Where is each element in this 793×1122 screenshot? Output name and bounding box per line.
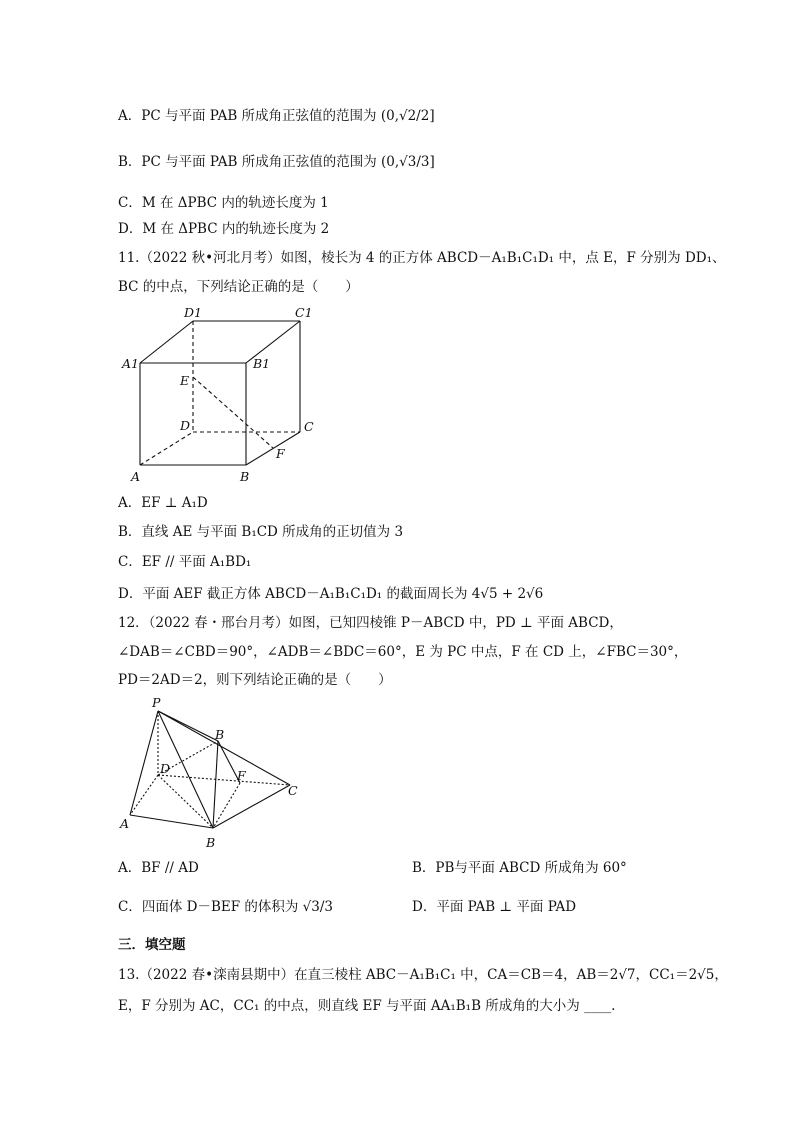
q12-pyramid-figure <box>118 695 318 855</box>
q12-label-a: A <box>120 816 130 831</box>
q11-label-d1: D1 <box>184 305 202 320</box>
q13-stem2-text: E，F 分别为 AC，CC₁ 的中点，则直线 EF 与平面 AA₁B₁B 所成角的大小为 ____. <box>118 998 616 1014</box>
section-title-fill-in <box>118 935 186 955</box>
q12-label-b-top: B <box>215 727 225 742</box>
q10-option-a <box>118 106 435 126</box>
q12-label-p: P <box>152 695 161 710</box>
q11-stem-line1 <box>118 248 726 268</box>
q12-stem3-text: PD＝2AD＝2，则下列结论正确的是（ ） <box>118 672 392 688</box>
q10-option-b <box>118 152 435 172</box>
q12-option-c-text: C．四面体 D－BEF 的体积为 √3/3 <box>118 899 333 915</box>
q11-stem1-text: 11.（2022 秋•河北月考）如图，棱长为 4 的正方体 ABCD－A₁B₁C₁D₁ 中，点 E，F 分别为 DD₁、 <box>118 250 726 266</box>
q11-option-c <box>118 552 251 572</box>
q10-option-c-text: C．M 在 ΔPBC 内的轨迹长度为 1 <box>118 195 329 211</box>
q12-option-d <box>412 897 576 917</box>
q11-label-b1: B1 <box>253 356 271 371</box>
q10-option-d <box>118 219 329 239</box>
q12-stem-line1 <box>118 613 623 633</box>
q12-option-b <box>412 858 627 878</box>
section-title-text: 三．填空题 <box>118 937 186 953</box>
q11-option-a <box>118 493 208 513</box>
q10-option-a-text: A．PC 与平面 PAB 所成角正弦值的范围为 (0,√2/2] <box>118 108 435 124</box>
q11-option-b <box>118 522 403 542</box>
q11-label-e: E <box>180 373 190 388</box>
q12-option-a-text: A．BF // AD <box>118 860 199 876</box>
q11-stem-line2 <box>118 277 359 297</box>
q11-option-d <box>118 584 543 604</box>
q11-stem2-text: BC 的中点，下列结论正确的是（ ） <box>118 279 359 295</box>
q11-label-b: B <box>240 469 250 484</box>
q11-option-b-text: B．直线 AE 与平面 B₁CD 所成角的正切值为 3 <box>118 524 404 540</box>
q12-stem1-text: 12．（2022 春・邢台月考）如图，已知四棱锥 P－ABCD 中，PD ⊥ 平面 ABCD， <box>118 615 623 631</box>
q10-option-b-text: B．PC 与平面 PAB 所成角正弦值的范围为 (0,√3/3] <box>118 154 435 170</box>
q11-option-a-text: A．EF ⊥ A₁D <box>118 495 208 511</box>
q13-stem-line2 <box>118 996 615 1016</box>
q10-option-d-text: D．M 在 ΔPBC 内的轨迹长度为 2 <box>118 221 330 237</box>
q12-option-a <box>118 858 199 878</box>
q12-option-d-text: D．平面 PAB ⊥ 平面 PAD <box>412 899 577 915</box>
q13-stem1-text: 13.（2022 春•滦南县期中）在直三棱柱 ABC－A₁B₁C₁ 中，CA＝CB＝4，AB＝2√7，CC₁＝2√5， <box>118 967 728 983</box>
q11-label-c: C <box>304 419 314 434</box>
q11-label-f: F <box>276 446 285 461</box>
q12-stem-line2 <box>118 642 687 662</box>
q12-stem2-text: ∠DAB＝∠CBD＝90°，∠ADB＝∠BDC＝60°，E 为 PC 中点，F 在 CD 上，∠FBC＝30°， <box>118 644 688 660</box>
q12-option-c <box>118 897 333 917</box>
q12-label-d: D <box>160 761 171 776</box>
q10-option-c <box>118 193 329 213</box>
q13-stem-line1 <box>118 965 728 985</box>
q11-label-d: D <box>180 418 191 433</box>
q12-label-f: F <box>237 768 246 783</box>
q12-label-c: C <box>288 783 298 798</box>
q11-option-c-text: C．EF // 平面 A₁BD₁ <box>118 554 252 570</box>
q12-stem-line3 <box>118 670 392 690</box>
q11-cube-figure <box>118 305 328 485</box>
q11-label-c1: C1 <box>295 305 313 320</box>
q12-option-b-text: B．PB与平面 ABCD 所成角为 60° <box>412 860 627 876</box>
q12-label-b: B <box>206 835 216 850</box>
q11-label-a: A <box>131 469 141 484</box>
q11-label-a1: A1 <box>122 356 139 371</box>
q11-option-d-text: D．平面 AEF 截正方体 ABCD－A₁B₁C₁D₁ 的截面周长为 4√5 + 2√6 <box>118 586 544 602</box>
